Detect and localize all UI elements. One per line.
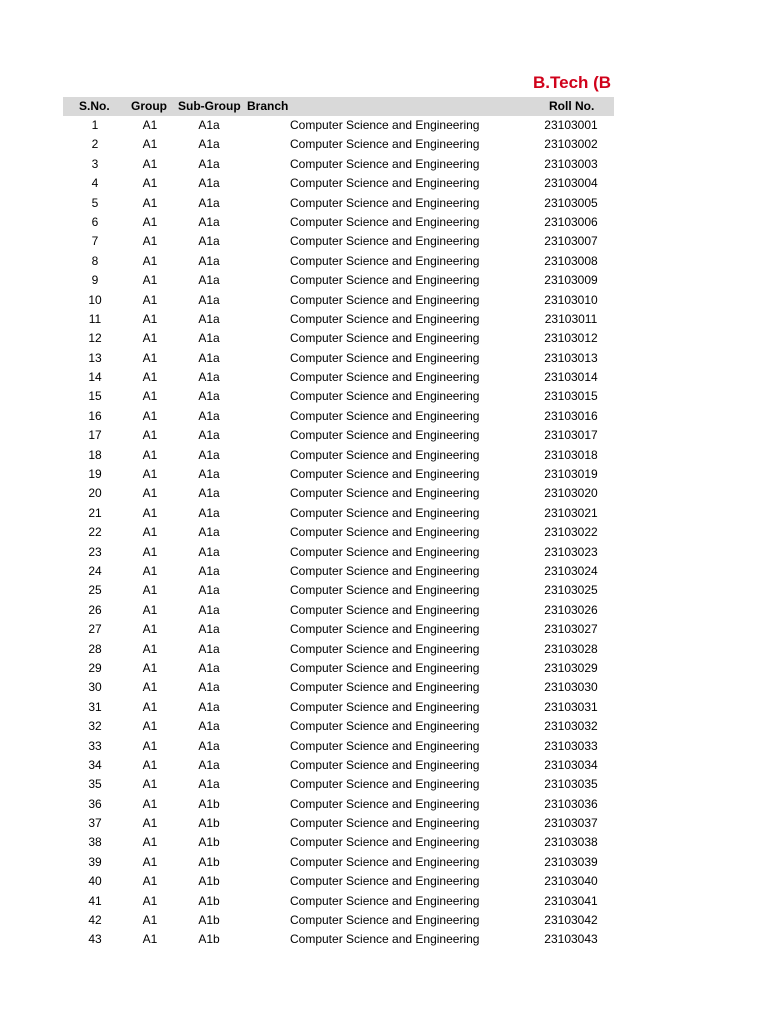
cell-sno: 43 <box>88 932 102 947</box>
cell-subgroup: A1a <box>198 428 220 443</box>
cell-sno: 42 <box>88 913 102 928</box>
cell-branch: Computer Science and Engineering <box>290 292 480 307</box>
cell-roll: 23103011 <box>544 311 598 326</box>
cell-group: A1 <box>142 137 158 152</box>
cell-roll: 23103028 <box>544 641 598 656</box>
table-row <box>0 562 614 581</box>
cell-group: A1 <box>142 486 158 501</box>
cell-subgroup: A1a <box>198 137 220 152</box>
cell-roll: 23103008 <box>544 253 598 268</box>
cell-sno: 21 <box>88 505 102 520</box>
cell-group: A1 <box>142 525 158 540</box>
cell-subgroup: A1b <box>198 893 220 908</box>
cell-subgroup: A1a <box>198 583 220 598</box>
cell-group: A1 <box>142 331 158 346</box>
cell-subgroup: A1a <box>198 563 220 578</box>
cell-sno: 15 <box>88 389 102 404</box>
cell-branch: Computer Science and Engineering <box>290 932 480 947</box>
cell-sno: 2 <box>91 137 99 152</box>
cell-subgroup: A1b <box>198 816 220 831</box>
cell-sno: 19 <box>88 467 102 482</box>
cell-group: A1 <box>142 311 158 326</box>
cell-branch: Computer Science and Engineering <box>290 253 480 268</box>
cell-branch: Computer Science and Engineering <box>290 893 480 908</box>
cell-subgroup: A1a <box>198 311 220 326</box>
header-sno: S.No. <box>79 99 110 113</box>
cell-sno: 41 <box>88 893 102 908</box>
cell-branch: Computer Science and Engineering <box>290 389 480 404</box>
cell-group: A1 <box>142 118 158 132</box>
cell-roll: 23103018 <box>544 447 598 462</box>
cell-branch: Computer Science and Engineering <box>290 428 480 443</box>
cell-roll: 23103013 <box>544 350 598 365</box>
cell-sno: 31 <box>88 699 102 714</box>
cell-branch: Computer Science and Engineering <box>290 156 480 171</box>
table-row <box>0 833 614 852</box>
table-row <box>0 756 614 775</box>
cell-subgroup: A1a <box>198 777 220 792</box>
table-body <box>0 116 614 950</box>
cell-sno: 1 <box>91 118 99 132</box>
cell-branch: Computer Science and Engineering <box>290 234 480 249</box>
sheet-title: B.Tech (B <box>533 73 612 92</box>
cell-subgroup: A1a <box>198 505 220 520</box>
cell-subgroup: A1b <box>198 854 220 869</box>
table-row <box>0 543 614 562</box>
cell-subgroup: A1a <box>198 370 220 385</box>
cell-branch: Computer Science and Engineering <box>290 757 480 772</box>
table-row <box>0 892 614 911</box>
cell-group: A1 <box>142 408 158 423</box>
table-row <box>0 465 614 484</box>
cell-branch: Computer Science and Engineering <box>290 544 480 559</box>
cell-roll: 23103037 <box>544 816 598 831</box>
cell-sno: 9 <box>91 273 99 288</box>
cell-group: A1 <box>142 253 158 268</box>
cell-subgroup: A1a <box>198 622 220 637</box>
cell-subgroup: A1a <box>198 660 220 675</box>
cell-subgroup: A1a <box>198 641 220 656</box>
cell-branch: Computer Science and Engineering <box>290 563 480 578</box>
table-row <box>0 581 614 600</box>
cell-roll: 23103043 <box>544 932 598 947</box>
table-row <box>0 135 614 154</box>
table-row <box>0 814 614 833</box>
cell-group: A1 <box>142 156 158 171</box>
cell-sno: 40 <box>88 874 102 889</box>
cell-roll: 23103021 <box>544 505 598 520</box>
table-row <box>0 232 614 251</box>
cell-group: A1 <box>142 874 158 889</box>
cell-subgroup: A1a <box>198 680 220 695</box>
table-row <box>0 911 614 930</box>
cell-roll: 23103002 <box>544 137 598 152</box>
cell-sno: 27 <box>88 622 102 637</box>
cell-subgroup: A1a <box>198 699 220 714</box>
cell-group: A1 <box>142 505 158 520</box>
table-row <box>0 116 614 135</box>
cell-subgroup: A1a <box>198 273 220 288</box>
cell-branch: Computer Science and Engineering <box>290 680 480 695</box>
cell-subgroup: A1a <box>198 467 220 482</box>
cell-sno: 25 <box>88 583 102 598</box>
cell-sno: 33 <box>88 738 102 753</box>
cell-group: A1 <box>142 370 158 385</box>
cell-roll: 23103036 <box>544 796 598 811</box>
cell-group: A1 <box>142 234 158 249</box>
cell-group: A1 <box>142 893 158 908</box>
table-row <box>0 737 614 756</box>
cell-branch: Computer Science and Engineering <box>290 311 480 326</box>
cell-subgroup: A1a <box>198 156 220 171</box>
cell-sno: 12 <box>88 331 102 346</box>
cell-sno: 11 <box>88 311 102 326</box>
cell-roll: 23103009 <box>544 273 598 288</box>
cell-sno: 13 <box>88 350 102 365</box>
cell-subgroup: A1a <box>198 544 220 559</box>
cell-roll: 23103034 <box>544 757 598 772</box>
cell-subgroup: A1b <box>198 874 220 889</box>
cell-sno: 39 <box>88 854 102 869</box>
table-row <box>0 484 614 503</box>
cell-sno: 5 <box>91 195 99 210</box>
cell-branch: Computer Science and Engineering <box>290 777 480 792</box>
table-row <box>0 446 614 465</box>
cell-group: A1 <box>142 680 158 695</box>
cell-roll: 23103017 <box>544 428 598 443</box>
table-row <box>0 291 614 310</box>
table-row <box>0 329 614 348</box>
cell-group: A1 <box>142 835 158 850</box>
cell-branch: Computer Science and Engineering <box>290 273 480 288</box>
cell-sno: 22 <box>88 525 102 540</box>
cell-subgroup: A1a <box>198 602 220 617</box>
table-row <box>0 387 614 406</box>
cell-sno: 23 <box>88 544 102 559</box>
cell-subgroup: A1a <box>198 486 220 501</box>
cell-sno: 17 <box>88 428 102 443</box>
table-row <box>0 252 614 271</box>
cell-group: A1 <box>142 273 158 288</box>
cell-subgroup: A1a <box>198 738 220 753</box>
cell-branch: Computer Science and Engineering <box>290 641 480 656</box>
cell-roll: 23103033 <box>544 738 598 753</box>
cell-sno: 4 <box>91 176 99 191</box>
cell-subgroup: A1a <box>198 118 220 132</box>
header-group: Group <box>131 99 167 113</box>
table-row <box>0 504 614 523</box>
cell-branch: Computer Science and Engineering <box>290 408 480 423</box>
cell-roll: 23103032 <box>544 719 598 734</box>
cell-roll: 23103024 <box>544 563 598 578</box>
cell-sno: 38 <box>88 835 102 850</box>
cell-sno: 24 <box>88 563 102 578</box>
cell-subgroup: A1a <box>198 447 220 462</box>
cell-group: A1 <box>142 350 158 365</box>
cell-group: A1 <box>142 195 158 210</box>
cell-group: A1 <box>142 796 158 811</box>
cell-branch: Computer Science and Engineering <box>290 854 480 869</box>
cell-subgroup: A1a <box>198 757 220 772</box>
cell-subgroup: A1a <box>198 234 220 249</box>
cell-group: A1 <box>142 932 158 947</box>
table-row <box>0 426 614 445</box>
cell-roll: 23103026 <box>544 602 598 617</box>
header-subgroup: Sub-Group <box>178 99 241 113</box>
cell-group: A1 <box>142 777 158 792</box>
cell-branch: Computer Science and Engineering <box>290 118 480 132</box>
cell-subgroup: A1a <box>198 331 220 346</box>
cell-group: A1 <box>142 428 158 443</box>
cell-roll: 23103027 <box>544 622 598 637</box>
cell-group: A1 <box>142 816 158 831</box>
cell-branch: Computer Science and Engineering <box>290 874 480 889</box>
cell-group: A1 <box>142 176 158 191</box>
cell-roll: 23103004 <box>544 176 598 191</box>
cell-subgroup: A1a <box>198 253 220 268</box>
cell-branch: Computer Science and Engineering <box>290 214 480 229</box>
table-row <box>0 155 614 174</box>
cell-roll: 23103019 <box>544 467 598 482</box>
cell-roll: 23103006 <box>544 214 598 229</box>
cell-sno: 6 <box>91 214 99 229</box>
cell-roll: 23103015 <box>544 389 598 404</box>
cell-group: A1 <box>142 602 158 617</box>
table-row <box>0 853 614 872</box>
cell-branch: Computer Science and Engineering <box>290 816 480 831</box>
cell-sno: 28 <box>88 641 102 656</box>
cell-group: A1 <box>142 389 158 404</box>
cell-branch: Computer Science and Engineering <box>290 622 480 637</box>
cell-sno: 29 <box>88 660 102 675</box>
cell-roll: 23103030 <box>544 680 598 695</box>
table-row <box>0 601 614 620</box>
cell-branch: Computer Science and Engineering <box>290 738 480 753</box>
table-row <box>0 620 614 639</box>
table-row <box>0 407 614 426</box>
cell-group: A1 <box>142 467 158 482</box>
cell-subgroup: A1a <box>198 350 220 365</box>
cell-roll: 23103022 <box>544 525 598 540</box>
table-row <box>0 795 614 814</box>
cell-subgroup: A1a <box>198 525 220 540</box>
table-row <box>0 775 614 794</box>
cell-sno: 7 <box>91 234 99 249</box>
table-row <box>0 698 614 717</box>
table-row <box>0 678 614 697</box>
cell-group: A1 <box>142 854 158 869</box>
cell-subgroup: A1a <box>198 719 220 734</box>
cell-group: A1 <box>142 292 158 307</box>
table-row <box>0 659 614 678</box>
table-row <box>0 194 614 213</box>
cell-branch: Computer Science and Engineering <box>290 137 480 152</box>
table-row <box>0 174 614 193</box>
table-row <box>0 717 614 736</box>
cell-roll: 23103041 <box>544 893 598 908</box>
cell-group: A1 <box>142 719 158 734</box>
cell-group: A1 <box>142 563 158 578</box>
cell-roll: 23103005 <box>544 195 598 210</box>
cell-subgroup: A1b <box>198 835 220 850</box>
table-row <box>0 271 614 290</box>
cell-group: A1 <box>142 913 158 928</box>
cell-sno: 26 <box>88 602 102 617</box>
cell-group: A1 <box>142 699 158 714</box>
cell-branch: Computer Science and Engineering <box>290 350 480 365</box>
cell-group: A1 <box>142 447 158 462</box>
cell-subgroup: A1b <box>198 913 220 928</box>
cell-subgroup: A1a <box>198 195 220 210</box>
cell-roll: 23103016 <box>544 408 598 423</box>
cell-sno: 32 <box>88 719 102 734</box>
cell-sno: 20 <box>88 486 102 501</box>
table-row <box>0 213 614 232</box>
cell-branch: Computer Science and Engineering <box>290 467 480 482</box>
cell-sno: 10 <box>88 292 102 307</box>
cell-roll: 23103020 <box>544 486 598 501</box>
cell-sno: 18 <box>88 447 102 462</box>
cell-sno: 8 <box>91 253 99 268</box>
cell-roll: 23103012 <box>544 331 598 346</box>
cell-branch: Computer Science and Engineering <box>290 505 480 520</box>
cell-roll: 23103010 <box>544 292 598 307</box>
header-roll: Roll No. <box>549 99 595 113</box>
cell-subgroup: A1b <box>198 932 220 947</box>
cell-roll: 23103007 <box>544 234 598 249</box>
cell-branch: Computer Science and Engineering <box>290 796 480 811</box>
cell-branch: Computer Science and Engineering <box>290 176 480 191</box>
cell-roll: 23103014 <box>544 370 598 385</box>
cell-group: A1 <box>142 641 158 656</box>
cell-group: A1 <box>142 738 158 753</box>
cell-group: A1 <box>142 583 158 598</box>
cell-sno: 37 <box>88 816 102 831</box>
table-row <box>0 523 614 542</box>
cell-group: A1 <box>142 660 158 675</box>
cell-branch: Computer Science and Engineering <box>290 486 480 501</box>
cell-branch: Computer Science and Engineering <box>290 370 480 385</box>
cell-group: A1 <box>142 757 158 772</box>
cell-group: A1 <box>142 544 158 559</box>
cell-branch: Computer Science and Engineering <box>290 719 480 734</box>
cell-subgroup: A1a <box>198 292 220 307</box>
cell-subgroup: A1a <box>198 176 220 191</box>
cell-roll: 23103023 <box>544 544 598 559</box>
cell-branch: Computer Science and Engineering <box>290 525 480 540</box>
table-row <box>0 930 614 949</box>
cell-branch: Computer Science and Engineering <box>290 447 480 462</box>
cell-roll: 23103025 <box>544 583 598 598</box>
cell-branch: Computer Science and Engineering <box>290 195 480 210</box>
cell-roll: 23103029 <box>544 660 598 675</box>
table-row <box>0 310 614 329</box>
cell-roll: 23103039 <box>544 854 598 869</box>
cell-sno: 35 <box>88 777 102 792</box>
table-row <box>0 349 614 368</box>
cell-roll: 23103003 <box>544 156 598 171</box>
cell-group: A1 <box>142 214 158 229</box>
header-branch: Branch <box>247 99 289 113</box>
cell-sno: 16 <box>88 408 102 423</box>
cell-subgroup: A1a <box>198 214 220 229</box>
cell-branch: Computer Science and Engineering <box>290 583 480 598</box>
table-row <box>0 368 614 387</box>
cell-roll: 23103042 <box>544 913 598 928</box>
cell-branch: Computer Science and Engineering <box>290 660 480 675</box>
cell-branch: Computer Science and Engineering <box>290 602 480 617</box>
cell-sno: 36 <box>88 796 102 811</box>
cell-roll: 23103031 <box>544 699 598 714</box>
cell-sno: 14 <box>88 370 102 385</box>
cell-branch: Computer Science and Engineering <box>290 835 480 850</box>
table-row <box>0 872 614 891</box>
cell-subgroup: A1a <box>198 389 220 404</box>
cell-branch: Computer Science and Engineering <box>290 699 480 714</box>
cell-roll: 23103001 <box>544 118 598 132</box>
cell-subgroup: A1a <box>198 408 220 423</box>
cell-roll: 23103038 <box>544 835 598 850</box>
cell-roll: 23103040 <box>544 874 598 889</box>
cell-sno: 30 <box>88 680 102 695</box>
cell-group: A1 <box>142 622 158 637</box>
cell-branch: Computer Science and Engineering <box>290 331 480 346</box>
cell-roll: 23103035 <box>544 777 598 792</box>
cell-branch: Computer Science and Engineering <box>290 913 480 928</box>
cell-sno: 34 <box>88 757 102 772</box>
table-row <box>0 640 614 659</box>
cell-sno: 3 <box>91 156 99 171</box>
cell-subgroup: A1b <box>198 796 220 811</box>
